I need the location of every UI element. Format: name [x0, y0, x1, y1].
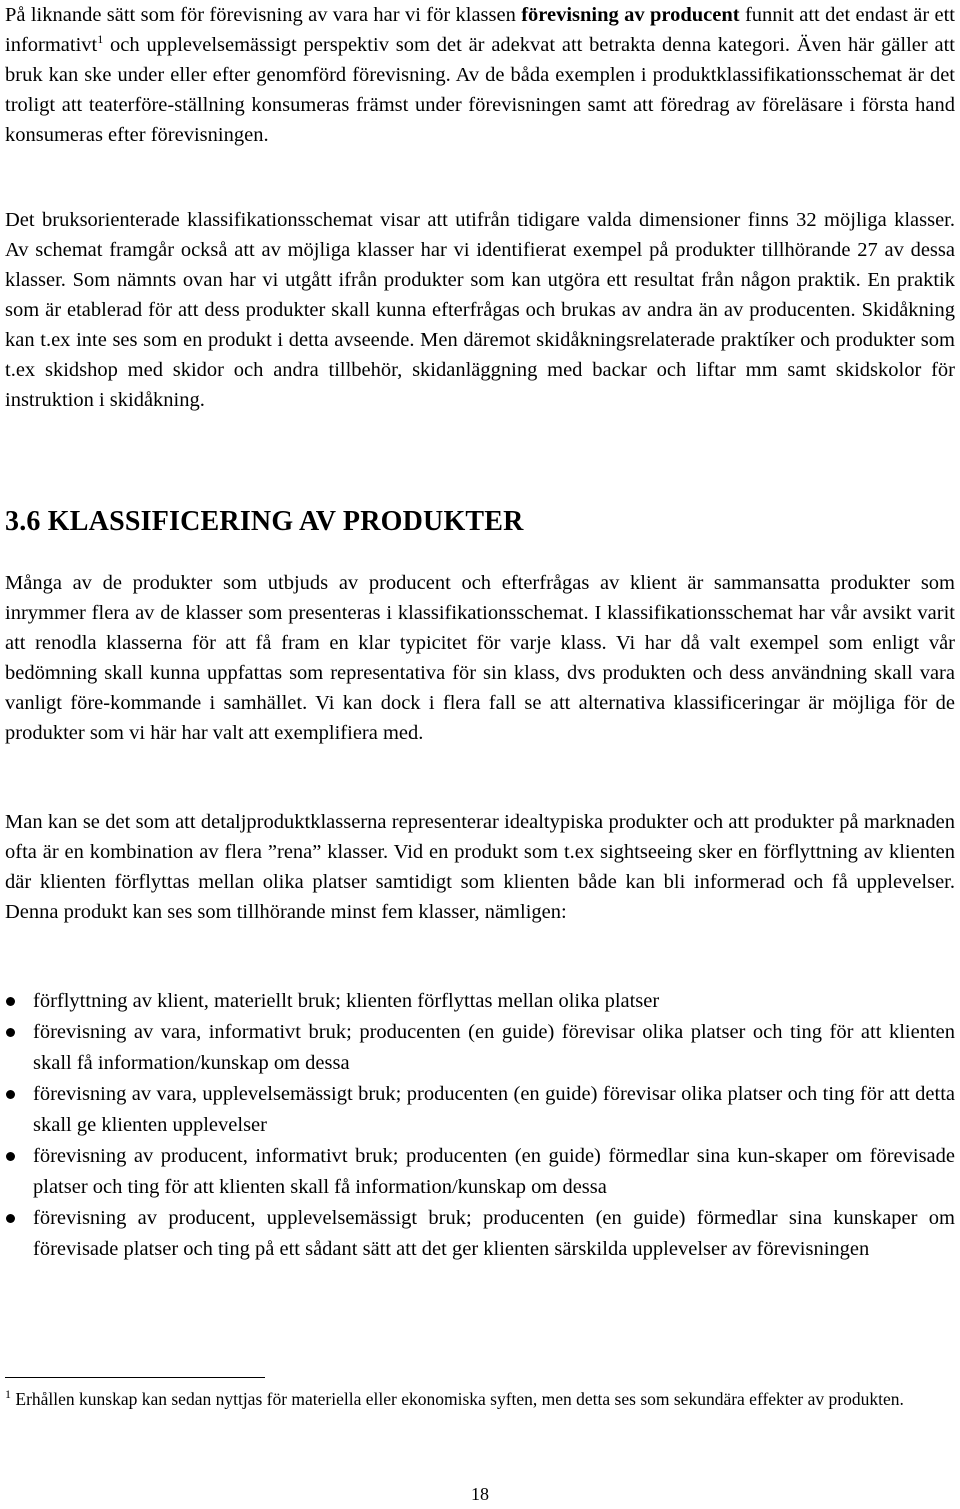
list-item-text: förevisning av producent, informativt bruk; producenten (en guide) förmedlar sina kun-skaper om förevisade platser och ting för att klienten skall få information/kunskap om dessa	[33, 1145, 955, 1198]
footnote	[5, 1386, 905, 1412]
page-number: 18	[471, 1484, 489, 1504]
bullet-icon	[6, 1028, 15, 1037]
bullet-icon	[6, 997, 15, 1006]
bullet-list	[0, 986, 955, 1265]
footnote-text: Erhållen kunskap kan sedan nyttjas för materiella eller ekonomiska syften, men detta ses som sekundära effekter av produkten.	[11, 1389, 904, 1409]
section-heading: 3.6 KLASSIFICERING AV PRODUKTER	[5, 506, 524, 537]
list-item	[0, 1017, 955, 1079]
footnote-mark: 1	[5, 1387, 11, 1402]
list-item	[0, 986, 955, 1017]
paragraph-1-text-a: På liknande sätt som för förevisning av vara har vi för klassen	[5, 4, 522, 26]
footnote-reference[interactable]: 1	[97, 32, 104, 47]
list-item-text: förevisning av vara, informativt bruk; producenten (en guide) förevisar olika platser och ting för att klienten skall få information/kunskap om dessa	[33, 1021, 955, 1074]
paragraph-2: Det bruksorienterade klassifikationsschemat visar att utifrån tidigare valda dimensioner finns 32 möjliga klasser. Av schemat framgår också att av möjliga klasser har vi identifierat exempel på produkter tillhörande 27 av dessa klasser. Som nämnts ovan har vi utgått ifrån produkter som kan utgöra ett resultat från någon praktik. En praktik som är etablerad för att dess produkter skall kunna efterfrågas och brukas av andra än av producenten. Skidåkning kan t.ex inte ses som en produkt i detta avseende. Men däremot skidåkningsrelaterade praktíker och produkter som t.ex skidshop med skidor och andra tillbehör, skidanläggning med backar och liftar mm samt skidskolor för instruktion i skidåkning.	[5, 209, 955, 411]
bullet-icon	[6, 1214, 15, 1223]
list-item-text: förflyttning av klient, materiellt bruk; klienten förflyttas mellan olika platser	[33, 990, 660, 1012]
bullet-icon	[6, 1152, 15, 1161]
paragraph-1-text-c: och upplevelsemässigt perspektiv som det är adekvat att betrakta denna kategori. Även här gäller att bruk kan ske under eller efter genomförd förevisning. Av de båda exemplen i produktklassifikationsschemat är det troligt att teaterföre-ställning konsumeras främst under förevisningen samt att föredrag av föreläsare i första hand konsumeras efter förevisningen.	[5, 34, 955, 146]
paragraph-1-bold-term: förevisning av producent	[521, 4, 740, 26]
list-item-text: förevisning av producent, upplevelsemässigt bruk; producenten (en guide) förmedlar sina kunskaper om förevisade platser och ting på ett sådant sätt att det ger klienten särskilda upplevelser av förevisningen	[33, 1207, 955, 1260]
paragraph-1-text-b: funnit att det endast är ett informativt	[5, 4, 955, 56]
list-item-text: förevisning av vara, upplevelsemässigt bruk; producenten (en guide) förevisar olika platser och ting för att detta skall ge klienten upplevelser	[33, 1083, 955, 1136]
footnote-divider	[5, 1377, 265, 1378]
list-item	[0, 1079, 955, 1141]
paragraph-4: Man kan se det som att detaljproduktklasserna representerar idealtypiska produkter och att produkter på marknaden ofta är en kombination av flera ”rena” klasser. Vid en produkt som t.ex sightseeing sker en förflyttning av klienten där klienten förflyttas mellan olika platser samtidigt som klienten både kan bli informerad och få upplevelser. Denna produkt kan ses som tillhörande minst fem klasser, nämligen:	[5, 811, 955, 923]
list-item	[0, 1141, 955, 1203]
paragraph-1	[5, 0, 955, 150]
paragraph-3: Många av de produkter som utbjuds av producent och efterfrågas av klient är sammansatta produkter som inrymmer flera av de klasser som presenteras i klassifikationsschemat. I klassifikationsschemat har vår avsikt varit att renodla klasserna för att få fram en klar typicitet för varje klass. Vi har då valt exempel som enligt vår bedömning skall kunna uppfattas som representativa för sin klass, dvs produkten och dess användning skall vara vanligt före-kommande i samhället. Vi kan dock i flera fall se att alternativa klassificeringar är möjliga för de produkter som vi här har valt att exemplifiera med.	[5, 572, 955, 744]
list-item	[0, 1203, 955, 1265]
bullet-icon	[6, 1090, 15, 1099]
